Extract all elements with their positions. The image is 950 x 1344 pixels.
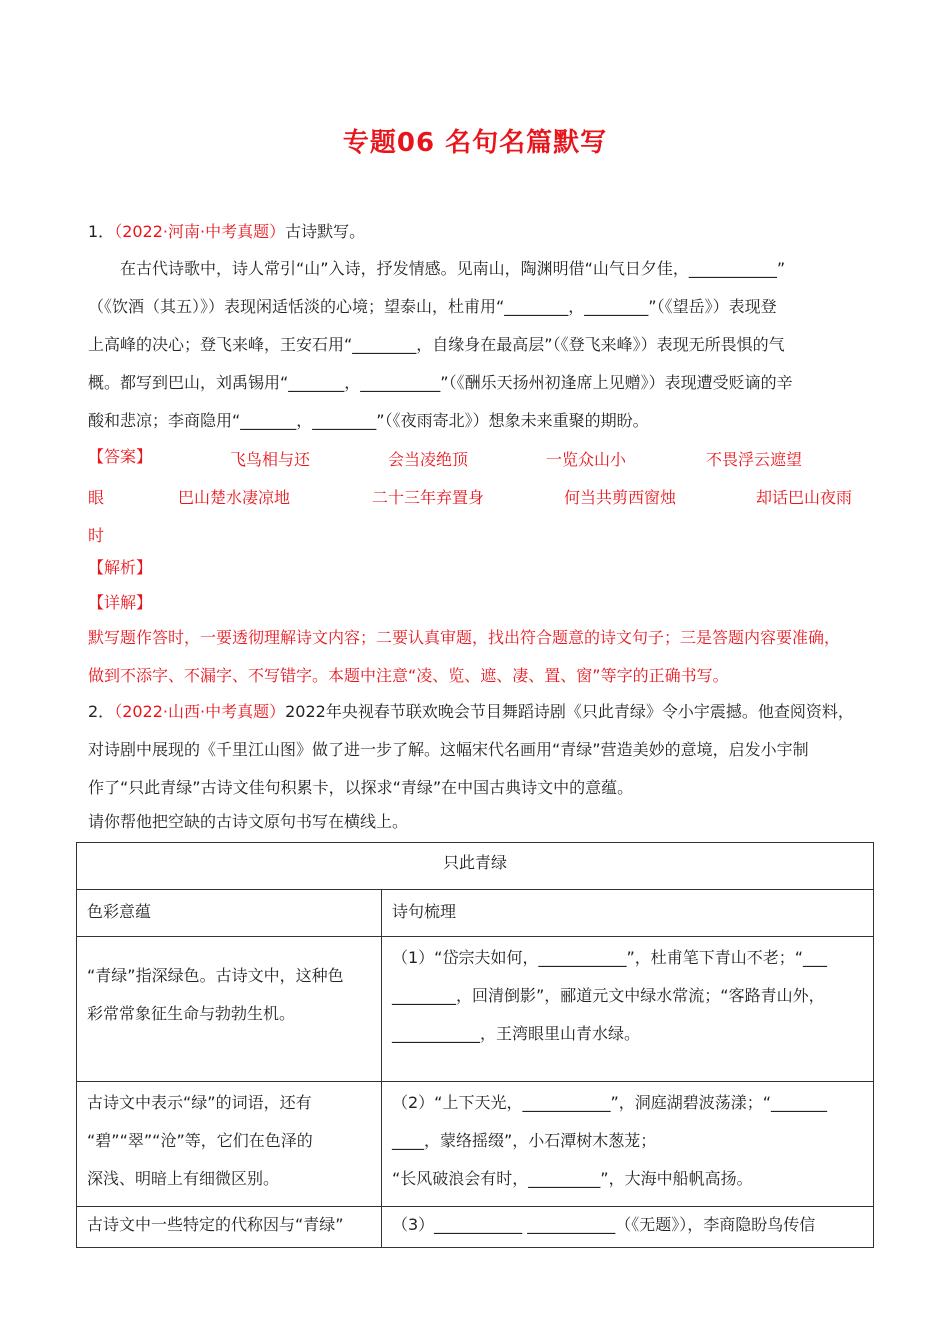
answer-label: 【答案】 bbox=[88, 447, 153, 466]
answer-item: 飞鸟相与还 bbox=[230, 450, 311, 469]
detail-label: 【详解】 bbox=[88, 593, 153, 612]
q1-text-line: 酸和悲凉；李商隐用“_______，________”（《夜雨寄北》）想象未来重聚的期盼。 bbox=[88, 411, 649, 430]
q2-text-line: 作了“只此青绿”古诗文佳句积累卡，以探求“青绿”在中国古典诗文中的意蕴。 bbox=[88, 778, 634, 797]
detail-text: 做到不添字、不漏字、不写错字。本题中注意“凌、览、遮、凄、置、窗”等字的正确书写。 bbox=[88, 666, 729, 685]
table-row bbox=[77, 1207, 874, 1248]
page-title: 专题06 名句名篇默写 bbox=[342, 128, 608, 158]
answer-item: 却话巴山夜雨 bbox=[756, 488, 853, 507]
column-header-verse-sorting: 诗句梳理 bbox=[382, 890, 874, 937]
q2-number: 2． bbox=[88, 702, 115, 721]
row-verse-cell: （1）“岱宗夫如何，___________”，杜甫笔下青山不老；“___ ________，回清倒影”，郦道元文中绿水常流；“客路青山外， ___________，王湾眼里山青水绿。 bbox=[382, 937, 874, 1082]
analysis-label: 【解析】 bbox=[88, 558, 153, 577]
answer-item: 会当凌绝顶 bbox=[388, 450, 469, 469]
q1-number: 1． bbox=[88, 222, 115, 241]
q2-text-line: 请你帮他把空缺的古诗文原句书写在横线上。 bbox=[88, 812, 409, 831]
row-meaning-cell: 古诗文中一些特定的代称因与“青绿” bbox=[77, 1207, 382, 1248]
answer-item: 何当共剪西窗烛 bbox=[564, 488, 677, 507]
table-row bbox=[77, 937, 874, 1082]
poetry-card-table bbox=[76, 842, 874, 1248]
q2-source: （2022·山西·中考真题） bbox=[114, 702, 286, 721]
q1-source: （2022·河南·中考真题） bbox=[114, 222, 286, 241]
q1-text-line: 上高峰的决心；登飞来峰，王安石用“________，自缘身在最高层”（《登飞来峰》）表现无所畏惧的气 bbox=[88, 335, 785, 354]
detail-text: 默写题作答时，一要透彻理解诗文内容；二要认真审题，找出符合题意的诗文句子；三是答题内容要准确， bbox=[88, 628, 841, 647]
row-verse-cell: （3）___________ ___________（《无题》），李商隐盼鸟传信 bbox=[382, 1207, 874, 1248]
q1-text-line: （《饮酒（其五）》）表现闲适恬淡的心境；望泰山，杜甫用“________，________”（《望岳》）表现登 bbox=[88, 297, 777, 316]
q2-heading bbox=[88, 702, 854, 722]
table-header-row bbox=[77, 843, 874, 890]
table-header: 只此青绿 bbox=[77, 843, 874, 890]
column-header-color-meaning: 色彩意蕴 bbox=[77, 890, 382, 937]
answer-item: 一览众山小 bbox=[546, 450, 627, 469]
table-row bbox=[77, 1082, 874, 1207]
row-verse-cell: （2）“上下天光，___________”，洞庭湖碧波荡漾；“_______ ____，蒙络摇缀”，小石潭树木葱茏； “长风破浪会有时，_________”，大海中船帆高扬。 bbox=[382, 1082, 874, 1207]
row-meaning-cell: “青绿”指深绿色。古诗文中，这种色 彩常常象征生命与勃勃生机。 bbox=[77, 937, 382, 1082]
q1-text-line: 概。都写到巴山，刘禹锡用“_______，__________”（《酬乐天扬州初逢席上见赠》）表现遭受贬谪的辛 bbox=[88, 373, 793, 392]
answer-item: 巴山楚水凄凉地 bbox=[178, 488, 291, 507]
answer-item: 眼 bbox=[88, 488, 105, 507]
answer-item: 不畏浮云遮望 bbox=[706, 450, 803, 469]
q2-text: 2022年央视春节联欢晚会节目舞蹈诗剧《只此青绿》令小宇震撼。他查阅资料， bbox=[285, 702, 854, 721]
answer-item: 二十三年弃置身 bbox=[372, 488, 485, 507]
row-meaning-cell: 古诗文中表示“绿”的词语，还有 “碧”“翠”“沧”等，它们在色泽的 深浅、明暗上有细微区别。 bbox=[77, 1082, 382, 1207]
answer-item: 时 bbox=[88, 526, 105, 545]
q1-heading bbox=[88, 222, 365, 242]
q2-text-line: 对诗剧中展现的《千里江山图》做了进一步了解。这幅宋代名画用“青绿”营造美妙的意境，启发小宇制 bbox=[88, 740, 809, 759]
q1-task: 古诗默写。 bbox=[285, 222, 366, 241]
q1-text-line: 在古代诗歌中，诗人常引“山”入诗，抒发情感。见南山，陶渊明借“山气日夕佳，___________” bbox=[120, 259, 786, 278]
table-column-row bbox=[77, 890, 874, 937]
